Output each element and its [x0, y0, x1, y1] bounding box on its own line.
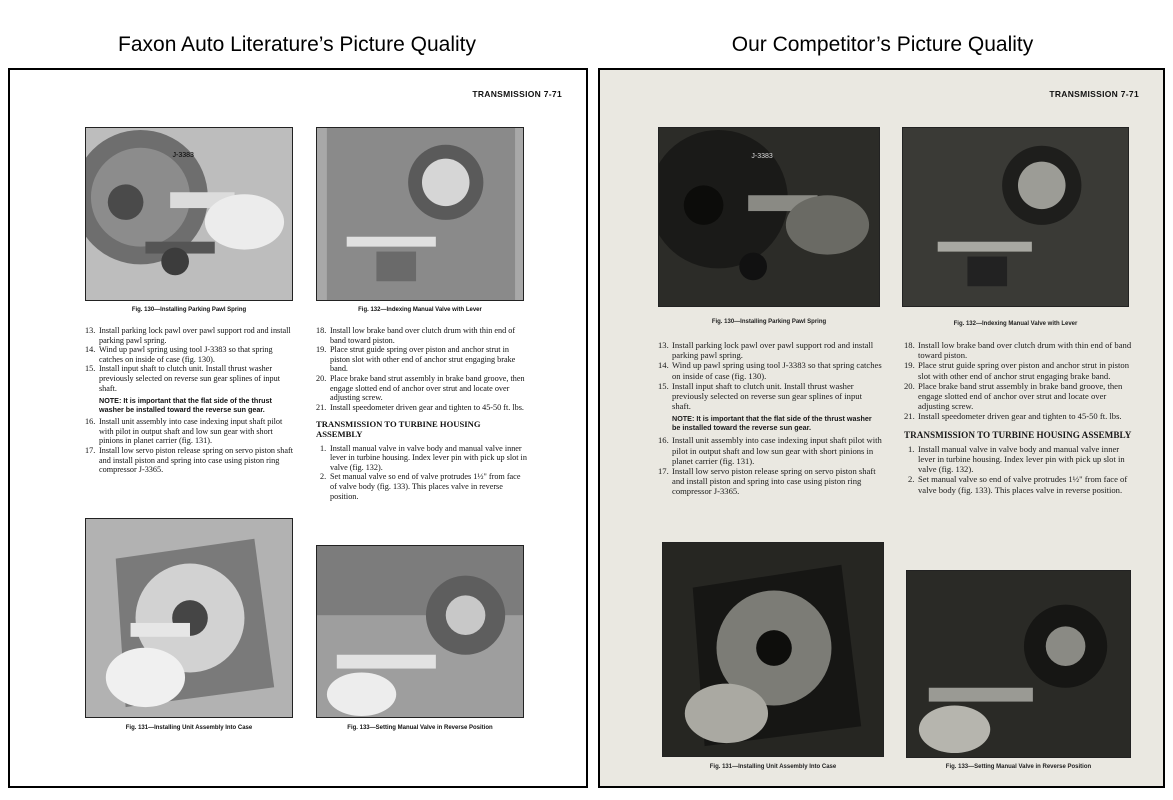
right-text-column: [316, 326, 528, 501]
fig130-photo: [85, 127, 293, 301]
step-20: 20. Place brake band strut assembly in brake band groove, then engage slotted end of anchor over strut and locate over adjusting screw.: [904, 380, 1123, 412]
fig133-caption: Fig. 133—Setting Manual Valve in Reverse Position: [347, 725, 493, 731]
fig131-photo: [662, 542, 884, 757]
page-header: TRANSMISSION 7-71: [472, 89, 562, 99]
step-18: 18. Install low brake band over clutch drum with thin end of band toward piston.: [904, 340, 1132, 361]
fig132-photo: [902, 127, 1129, 307]
section-title: TRANSMISSION TO TURBINE HOUSING ASSEMBLY: [904, 429, 1132, 440]
step-15: 15. Install input shaft to clutch unit. Install thrust washer previously selected on reverse sun gear splines of input shaft.: [85, 364, 280, 393]
fig133-caption: Fig. 133—Setting Manual Valve in Reverse Position: [945, 764, 1092, 770]
competitor-page-panel: [598, 68, 1165, 788]
fig132-caption: Fig. 132—Indexing Manual Valve with Lever: [358, 307, 482, 313]
step-19: 19. Place strut guide spring over piston and anchor strut in piston slot with other end of anchor strut engaging brake band.: [904, 360, 1129, 381]
step-15: 15. Install input shaft to clutch unit. Install thrust washer previously selected on reverse sun gear splines of input shaft.: [658, 380, 862, 412]
tool-label-j3383: J-3383: [172, 152, 194, 160]
page-header: TRANSMISSION 7-71: [1049, 89, 1139, 99]
step-21: 21. Install speedometer driven gear and tighten to 45-50 ft. lbs.: [316, 402, 524, 412]
fig133-photo: [906, 570, 1131, 758]
section-title: TRANSMISSION TO TURBINE HOUSING ASSEMBLY: [316, 419, 481, 439]
section-step-1: 1. Install manual valve in valve body and manual valve inner lever in turbine housing. Index lever pin with pick up slot in valve (fig. 132).: [908, 443, 1125, 475]
section-step-1: 1. Install manual valve in valve body and manual valve inner lever in turbine housing. Index lever pin with pick up slot in valve (fig. 132).: [320, 443, 527, 472]
competitor-quality-heading: Our Competitor’s Picture Quality: [731, 33, 1034, 56]
tool-label-j3383: J-3383: [751, 152, 773, 160]
section-step-2: 2. Set manual valve so end of valve protrudes 1½" from face of valve body (fig. 133). This places valve in reverse position.: [908, 474, 1128, 495]
fig130-photo: [658, 127, 880, 307]
step-16: 16. Install unit assembly into case indexing input shaft pilot with pilot in output shaft and low sun gear with short pinions in planet carrier (fig. 131).: [85, 417, 283, 446]
step-16: 16. Install unit assembly into case indexing input shaft pilot with pilot in output shaft and low sun gear with short pinions in planet carrier (fig. 131).: [658, 435, 882, 466]
step-14: 14. Wind up pawl spring using tool J-3383 so that spring catches on inside of case (fig. 130).: [658, 360, 882, 381]
fig132-photo: [316, 127, 524, 301]
step-20: 20. Place brake band strut assembly in brake band groove, then engage slotted end of anchor over strut and locate over adjusting screw.: [316, 373, 525, 403]
fig130-caption: Fig. 130—Installing Parking Pawl Spring: [711, 319, 827, 325]
fig131-caption: Fig. 131—Installing Unit Assembly Into Case: [125, 725, 253, 731]
thrust-washer-note: NOTE: It is important that the flat side of the thrust washer be installed toward the reverse sun gear.: [99, 396, 272, 415]
fig131-caption: Fig. 131—Installing Unit Assembly Into Case: [709, 764, 837, 770]
step-17: 17. Install low servo piston release spring on servo piston shaft and install piston and spring into case using piston ring compressor J-3365.: [85, 445, 293, 475]
fig131-photo: [85, 518, 293, 718]
fig130-caption: Fig. 130—Installing Parking Pawl Spring: [131, 307, 247, 313]
fig133-photo: [316, 545, 524, 718]
step-13: 13. Install parking lock pawl over pawl support rod and install parking pawl spring.: [658, 340, 874, 361]
section-step-2: 2. Set manual valve so end of valve protrudes 1½" from face of valve body (fig. 133). This places valve in reverse position.: [320, 472, 521, 501]
left-text-column: [658, 340, 882, 497]
right-text-column: [904, 340, 1132, 495]
step-13: 13. Install parking lock pawl over pawl support rod and install parking pawl spring.: [85, 326, 291, 345]
left-text-column: [85, 326, 297, 475]
faxon-page-panel: [8, 68, 588, 788]
step-17: 17. Install low servo piston release spring on servo piston shaft and install piston and spring into case using piston ring compressor J-3365.: [658, 466, 876, 497]
step-14: 14. Wind up pawl spring using tool J-3383 so that spring catches on inside of case (fig. 130).: [85, 345, 273, 364]
thrust-washer-note: NOTE: It is important that the flat side of the thrust washer be installed toward the reverse sun gear.: [672, 414, 872, 433]
step-18: 18. Install low brake band over clutch drum with thin end of band toward piston.: [316, 326, 516, 345]
step-21: 21. Install speedometer driven gear and tighten to 45-50 ft. lbs.: [904, 411, 1122, 422]
fig132-caption: Fig. 132—Indexing Manual Valve with Lever: [953, 321, 1078, 327]
step-19: 19. Place strut guide spring over piston and anchor strut in piston slot with other end of anchor strut engaging brake band.: [316, 345, 516, 374]
faxon-quality-heading: Faxon Auto Literature’s Picture Quality: [118, 33, 476, 56]
